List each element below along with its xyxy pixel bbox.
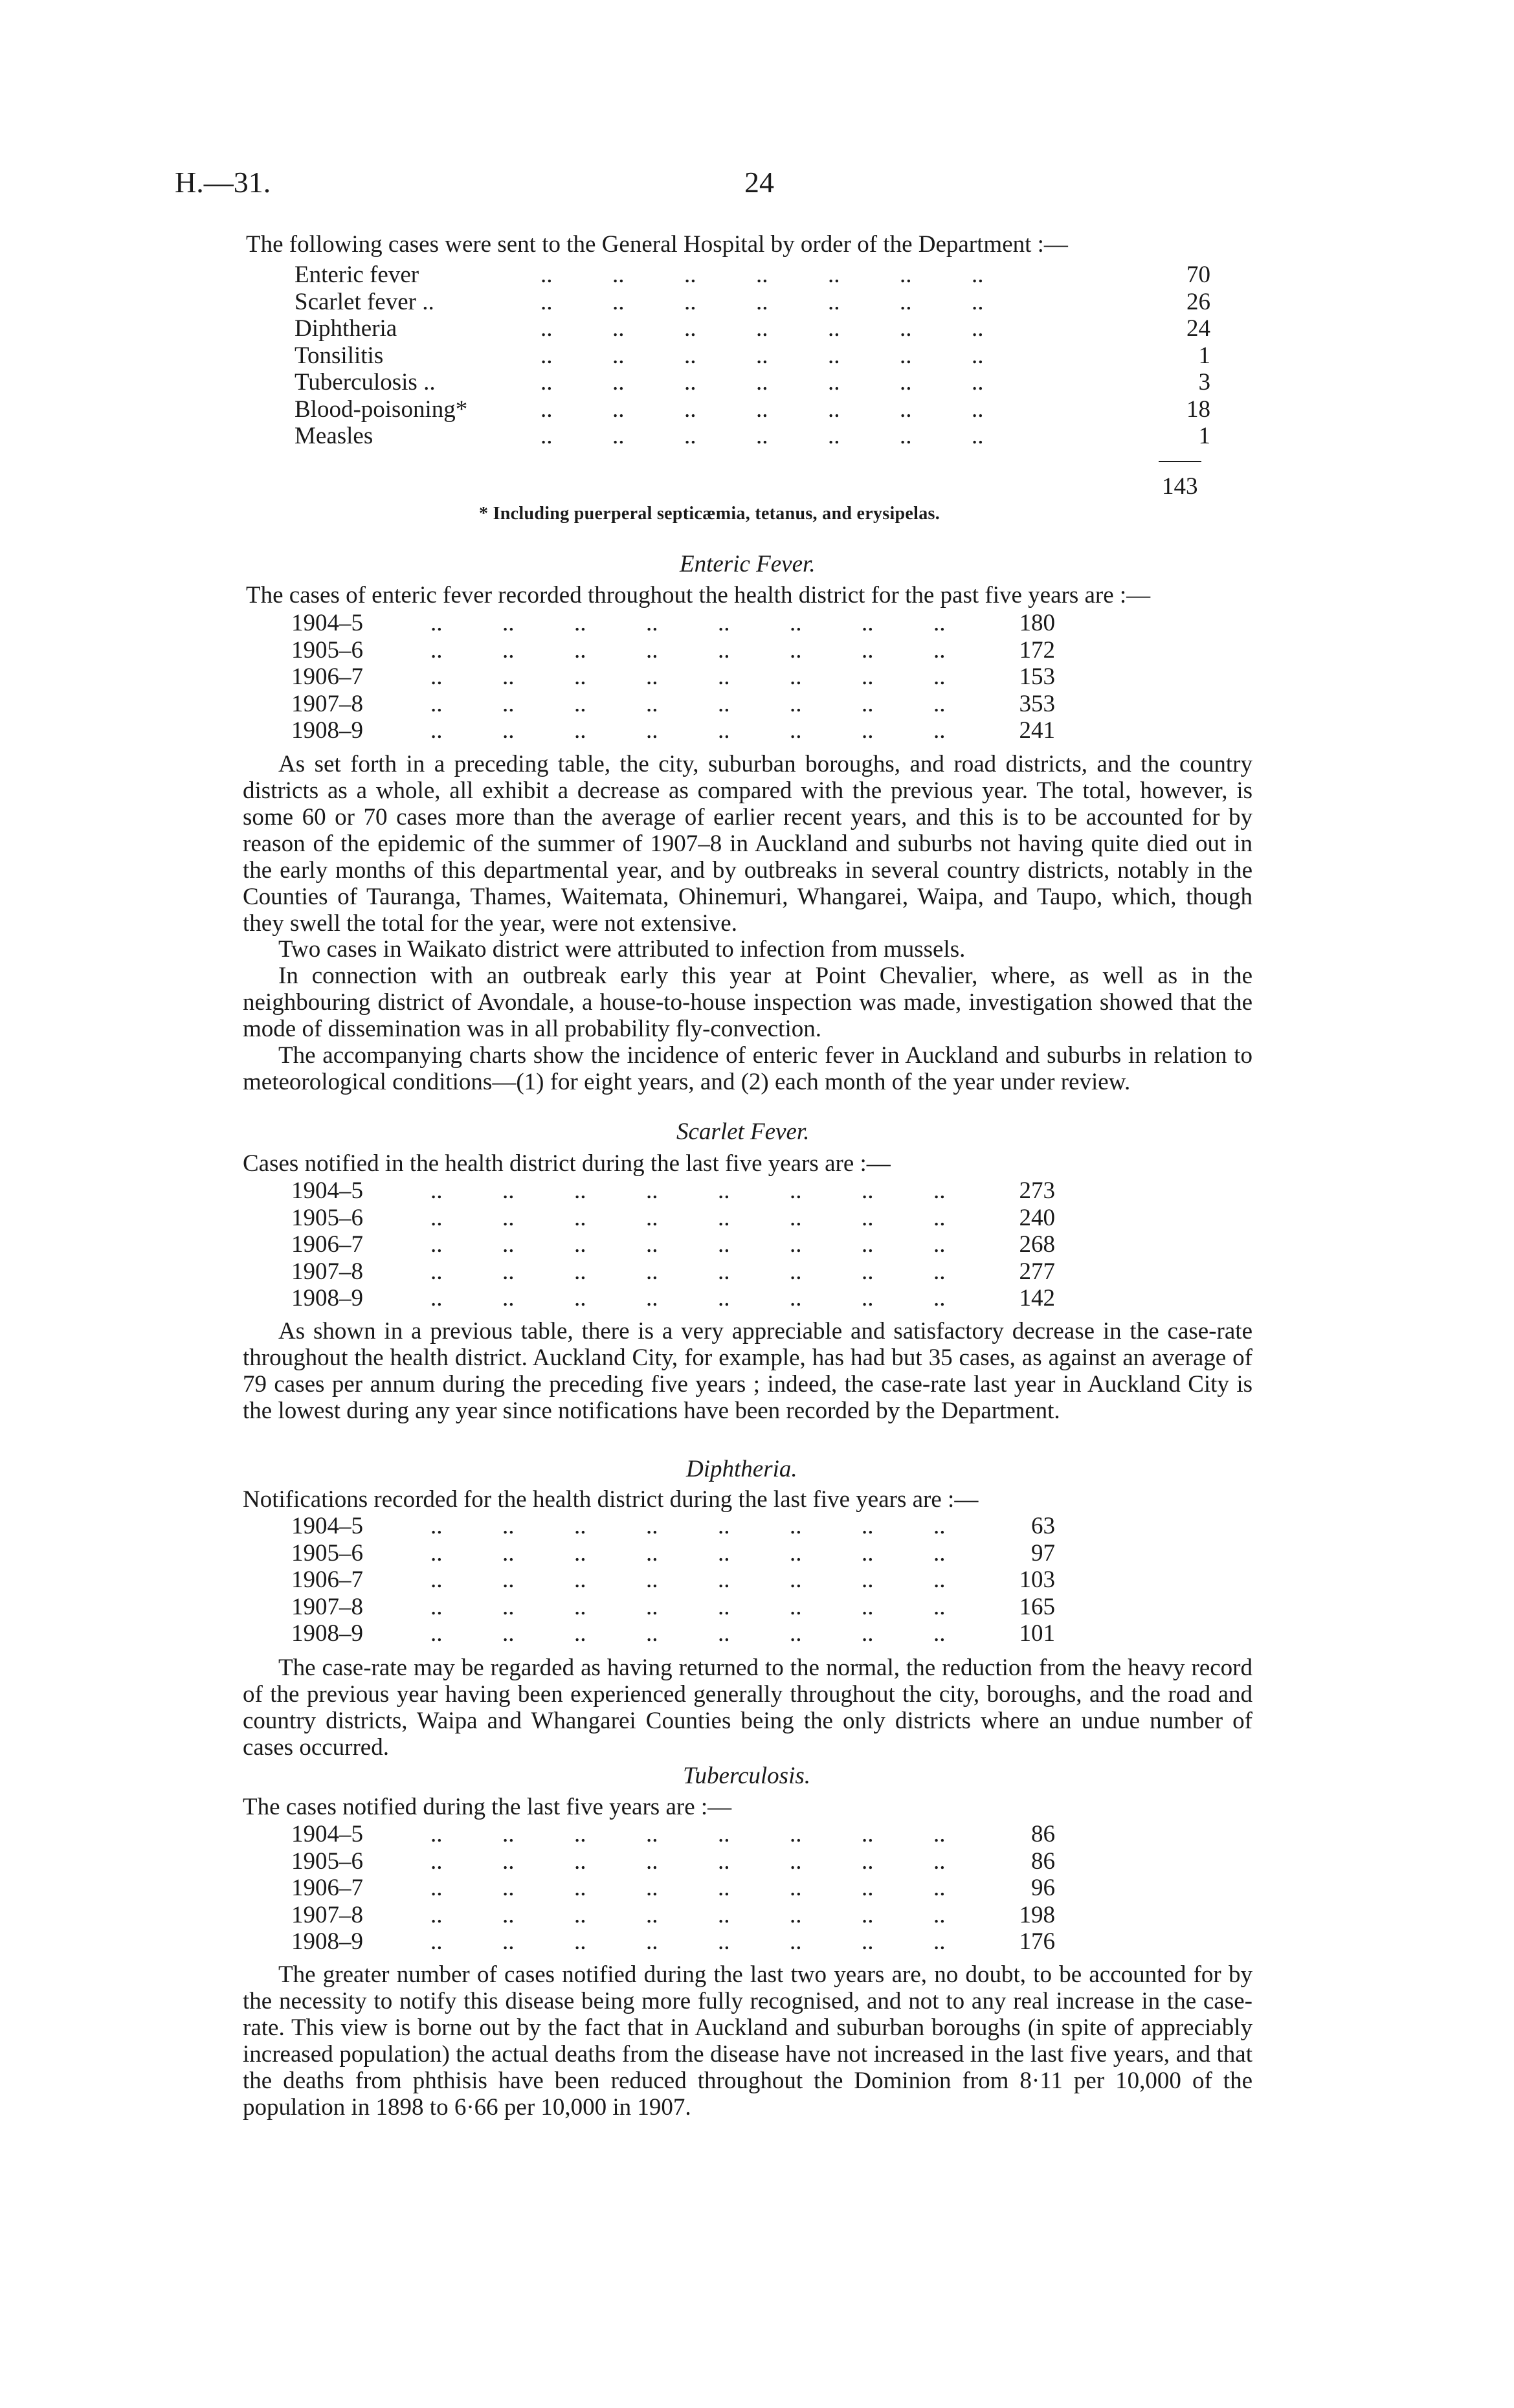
row-label: 1906–7 [291,664,367,690]
row-label: Tuberculosis .. [295,370,440,396]
diphtheria-table [243,1513,1249,1648]
enteric-paragraph-3: In connection with an outbreak early this year at Point Chevalier, where, as well as in the neighbouring district of Avondale, a house-to-house inspection was made, investigation showed that the mode of dissemination was in all probability fly-convection. [243,963,1252,1042]
hospital-table [243,262,1249,451]
row-value: 103 [1019,1566,1055,1593]
row-value: 96 [1031,1875,1055,1901]
table-row: 1905–6 .. .. .. .. .. .. .. .. 240 [291,1204,1055,1231]
row-value: 142 [1019,1285,1055,1311]
tuberculosis-table [243,1822,1249,1956]
row-label: Blood-poisoning* [295,397,471,423]
section-heading-enteric-fever: Enteric Fever. [680,551,816,577]
table-row: 1908–9 .. .. .. .. .. .. .. .. 176 [291,1928,1055,1955]
row-value: 241 [1019,717,1055,744]
row-value: 97 [1031,1539,1055,1566]
row-label: Tonsilitis [295,343,387,369]
table-row: Tonsilitis .. .. .. .. .. .. .. 1 [295,342,1210,369]
row-label: Enteric fever [295,262,423,288]
row-value: 86 [1031,1847,1055,1875]
diphtheria-paragraph-1: The case-rate may be regarded as having returned to the normal, the reduction from the heavy record of the previous year having been experienced generally throughout the city, boroughs, and the road and country districts, Waipa and Whangarei Counties being the only districts where an undue number of cases occurred. [243,1655,1252,1761]
total-rule [1159,461,1201,462]
section-heading-diphtheria: Diphtheria. [686,1456,797,1482]
row-label: 1904–5 [291,610,367,636]
document-code: H.—31. [175,166,271,199]
table-row: 1905–6 .. .. .. .. .. .. .. .. 86 [291,1847,1055,1875]
table-row: 1906–7 .. .. .. .. .. .. .. .. 96 [291,1875,1055,1901]
enteric-paragraph-2: Two cases in Waikato district were attributed to infection from mussels. [278,936,966,963]
page-number: 24 [744,166,774,199]
diphtheria-intro: Notifications recorded for the health district during the last five years are :— [243,1486,979,1513]
row-label: 1908–9 [291,718,367,744]
row-value: 172 [1019,636,1055,663]
row-value: 240 [1019,1204,1055,1231]
row-label: 1907–8 [291,1259,367,1285]
table-row: 1904–5 .. .. .. .. .. .. .. .. 63 [291,1513,1055,1539]
table-row: 1908–9 .. .. .. .. .. .. .. .. 101 [291,1620,1055,1647]
row-value: 63 [1031,1513,1055,1539]
enteric-intro: The cases of enteric fever recorded throughout the health district for the past five years are :— [246,582,1151,608]
row-label: 1905–6 [291,1849,367,1875]
table-row: Scarlet fever .. .. .. .. .. .. .. .. 26 [295,288,1210,315]
row-value: 353 [1019,690,1055,717]
row-label: 1906–7 [291,1567,367,1593]
row-label: 1904–5 [291,1513,367,1539]
hospital-intro: The following cases were sent to the General Hospital by order of the Department :— [246,231,1068,258]
row-label: 1906–7 [291,1875,367,1901]
row-value: 24 [1186,315,1210,342]
scarlet-intro: Cases notified in the health district during the last five years are :— [243,1150,891,1177]
table-row: 1904–5 .. .. .. .. .. .. .. .. 86 [291,1821,1055,1847]
table-row: Tuberculosis .. .. .. .. .. .. .. .. 3 [295,369,1210,396]
row-label: Diphtheria [295,316,401,342]
row-label: 1907–8 [291,691,367,717]
row-label: 1905–6 [291,1205,367,1231]
row-value: 165 [1019,1593,1055,1620]
scarlet-paragraph-1: As shown in a previous table, there is a very appreciable and satisfactory decrease in the case-rate throughout the health district. Auckland City, for example, has had but 35 cases, as against an average of 79 cases per annum during the preceding five years ; indeed, the case-rate last year in Auckland City is the lowest during any year since notifications have been recorded by the Department. [243,1318,1252,1424]
row-label: 1908–9 [291,1621,367,1647]
row-label: 1905–6 [291,638,367,663]
table-row: 1905–6 .. .. .. .. .. .. .. .. 97 [291,1539,1055,1566]
row-value: 268 [1019,1231,1055,1258]
row-label: 1904–5 [291,1178,367,1204]
table-row: 1905–6 .. .. .. .. .. .. .. .. 172 [291,636,1055,663]
enteric-paragraph-4: The accompanying charts show the incidence of enteric fever in Auckland and suburbs in relation to meteorological conditions—(1) for eight years, and (2) each month of the year under review. [243,1042,1252,1095]
row-label: 1907–8 [291,1902,367,1928]
table-row: 1908–9 .. .. .. .. .. .. .. .. 142 [291,1285,1055,1311]
row-value: 180 [1019,610,1055,636]
table-row: Diphtheria .. .. .. .. .. .. .. 24 [295,315,1210,342]
row-value: 277 [1019,1258,1055,1285]
section-heading-scarlet-fever: Scarlet Fever. [676,1119,810,1145]
row-label: 1904–5 [291,1822,367,1847]
table-row: Enteric fever .. .. .. .. .. .. .. 70 [295,262,1210,288]
table-row: Blood-poisoning* .. .. .. .. .. .. .. 18 [295,396,1210,423]
row-label: 1908–9 [291,1286,367,1311]
tuberculosis-paragraph-1: The greater number of cases notified during the last two years are, no doubt, to be accounted for by the necessity to notify this disease being more fully recognised, and not to any real increase in the case-rate. This view is borne out by the fact that in Auckland and suburban boroughs (in spite of appreciably increased population) the actual deaths from the disease have not increased in the last five years, and that the deaths from phthisis have been reduced throughout the Dominion from 8·11 per 10,000 of the population in 1898 to 6·66 per 10,000 in 1907. [243,1961,1252,2121]
row-value: 176 [1019,1928,1055,1955]
row-value: 3 [1198,369,1210,396]
row-value: 198 [1019,1901,1055,1928]
row-value: 86 [1031,1821,1055,1847]
row-value: 26 [1186,288,1210,315]
row-value: 1 [1198,423,1210,449]
hospital-total: 143 [1162,473,1198,500]
row-label: Measles [295,423,377,449]
table-row: 1904–5 .. .. .. .. .. .. .. .. 273 [291,1177,1055,1204]
table-row: 1906–7 .. .. .. .. .. .. .. .. 268 [291,1231,1055,1258]
section-heading-tuberculosis: Tuberculosis. [683,1763,811,1789]
row-value: 273 [1019,1177,1055,1204]
enteric-paragraph-1: As set forth in a preceding table, the city, suburban boroughs, and road districts, and the country districts as a whole, all exhibit a decrease as compared with the previous year. The total, however, is some 60 or 70 cases more than the average of earlier recent years, and this is to be accounted for by reason of the epidemic of the summer of 1907–8 in Auckland and suburbs not having quite died out in the early months of this departmental year, and by outbreaks in several country districts, notably in the Counties of Tauranga, Thames, Waitemata, Ohinemuri, Whangarei, Waipa, and Taupo, which, though they swell the total for the year, were not extensive. [243,751,1252,937]
table-row: 1906–7 .. .. .. .. .. .. .. .. 153 [291,663,1055,690]
tuberculosis-intro: The cases notified during the last five years are :— [243,1794,732,1820]
row-value: 101 [1019,1620,1055,1647]
table-row: 1907–8 .. .. .. .. .. .. .. .. 277 [291,1258,1055,1285]
table-row: 1907–8 .. .. .. .. .. .. .. .. 198 [291,1901,1055,1928]
table-row: 1907–8 .. .. .. .. .. .. .. .. 165 [291,1593,1055,1620]
row-value: 153 [1019,663,1055,690]
table-row: 1906–7 .. .. .. .. .. .. .. .. 103 [291,1566,1055,1593]
row-label: Scarlet fever .. [295,289,438,315]
enteric-table [243,610,1249,745]
table-row: 1907–8 .. .. .. .. .. .. .. .. 353 [291,690,1055,717]
row-value: 1 [1198,342,1210,369]
table-row: 1908–9 .. .. .. .. .. .. .. .. 241 [291,717,1055,744]
row-value: 18 [1186,396,1210,423]
row-label: 1906–7 [291,1232,367,1258]
table-row: 1904–5 .. .. .. .. .. .. .. .. 180 [291,610,1055,636]
table-row: Measles .. .. .. .. .. .. .. 1 [295,423,1210,449]
row-label: 1905–6 [291,1541,367,1566]
footnote: * Including puerperal septicæmia, tetanus, and erysipelas. [479,504,940,524]
row-label: 1907–8 [291,1594,367,1620]
row-label: 1908–9 [291,1929,367,1955]
scarlet-table [243,1178,1249,1313]
row-value: 70 [1186,262,1210,288]
page-header [175,165,1262,210]
